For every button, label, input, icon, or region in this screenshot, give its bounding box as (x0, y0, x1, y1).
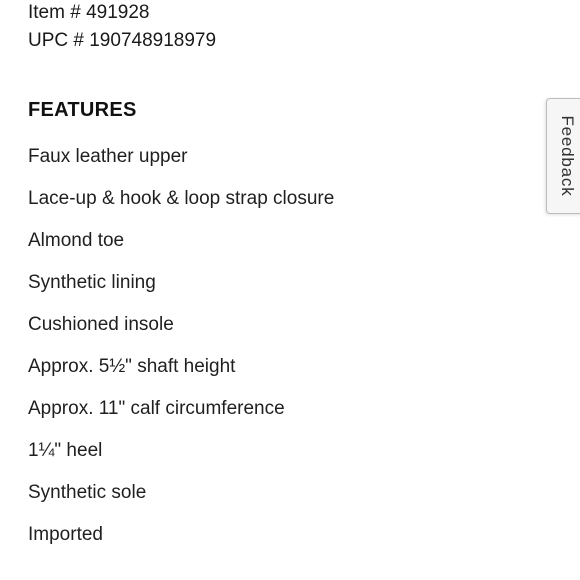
product-meta (28, 0, 216, 55)
feature-item: Lace-up & hook & loop strap closure (28, 188, 335, 209)
feature-item: Synthetic sole (28, 482, 147, 503)
feature-item: 1¼" heel (28, 440, 103, 461)
feature-item: Approx. 5½" shaft height (28, 356, 236, 377)
feature-item: Approx. 11" calf circumference (28, 398, 285, 419)
feature-item: Synthetic lining (28, 272, 156, 293)
feature-item: Almond toe (28, 230, 125, 251)
feature-item: Faux leather upper (28, 146, 188, 167)
features-heading: FEATURES (28, 99, 137, 121)
feature-item: Cushioned insole (28, 314, 174, 335)
feedback-label: Feedback (557, 115, 577, 197)
feedback-button[interactable] (546, 98, 580, 214)
features-list (28, 144, 334, 564)
upc-number: UPC # 190748918979 (28, 30, 217, 51)
feature-item: Imported (28, 524, 103, 545)
item-number: Item # 491928 (28, 2, 150, 23)
